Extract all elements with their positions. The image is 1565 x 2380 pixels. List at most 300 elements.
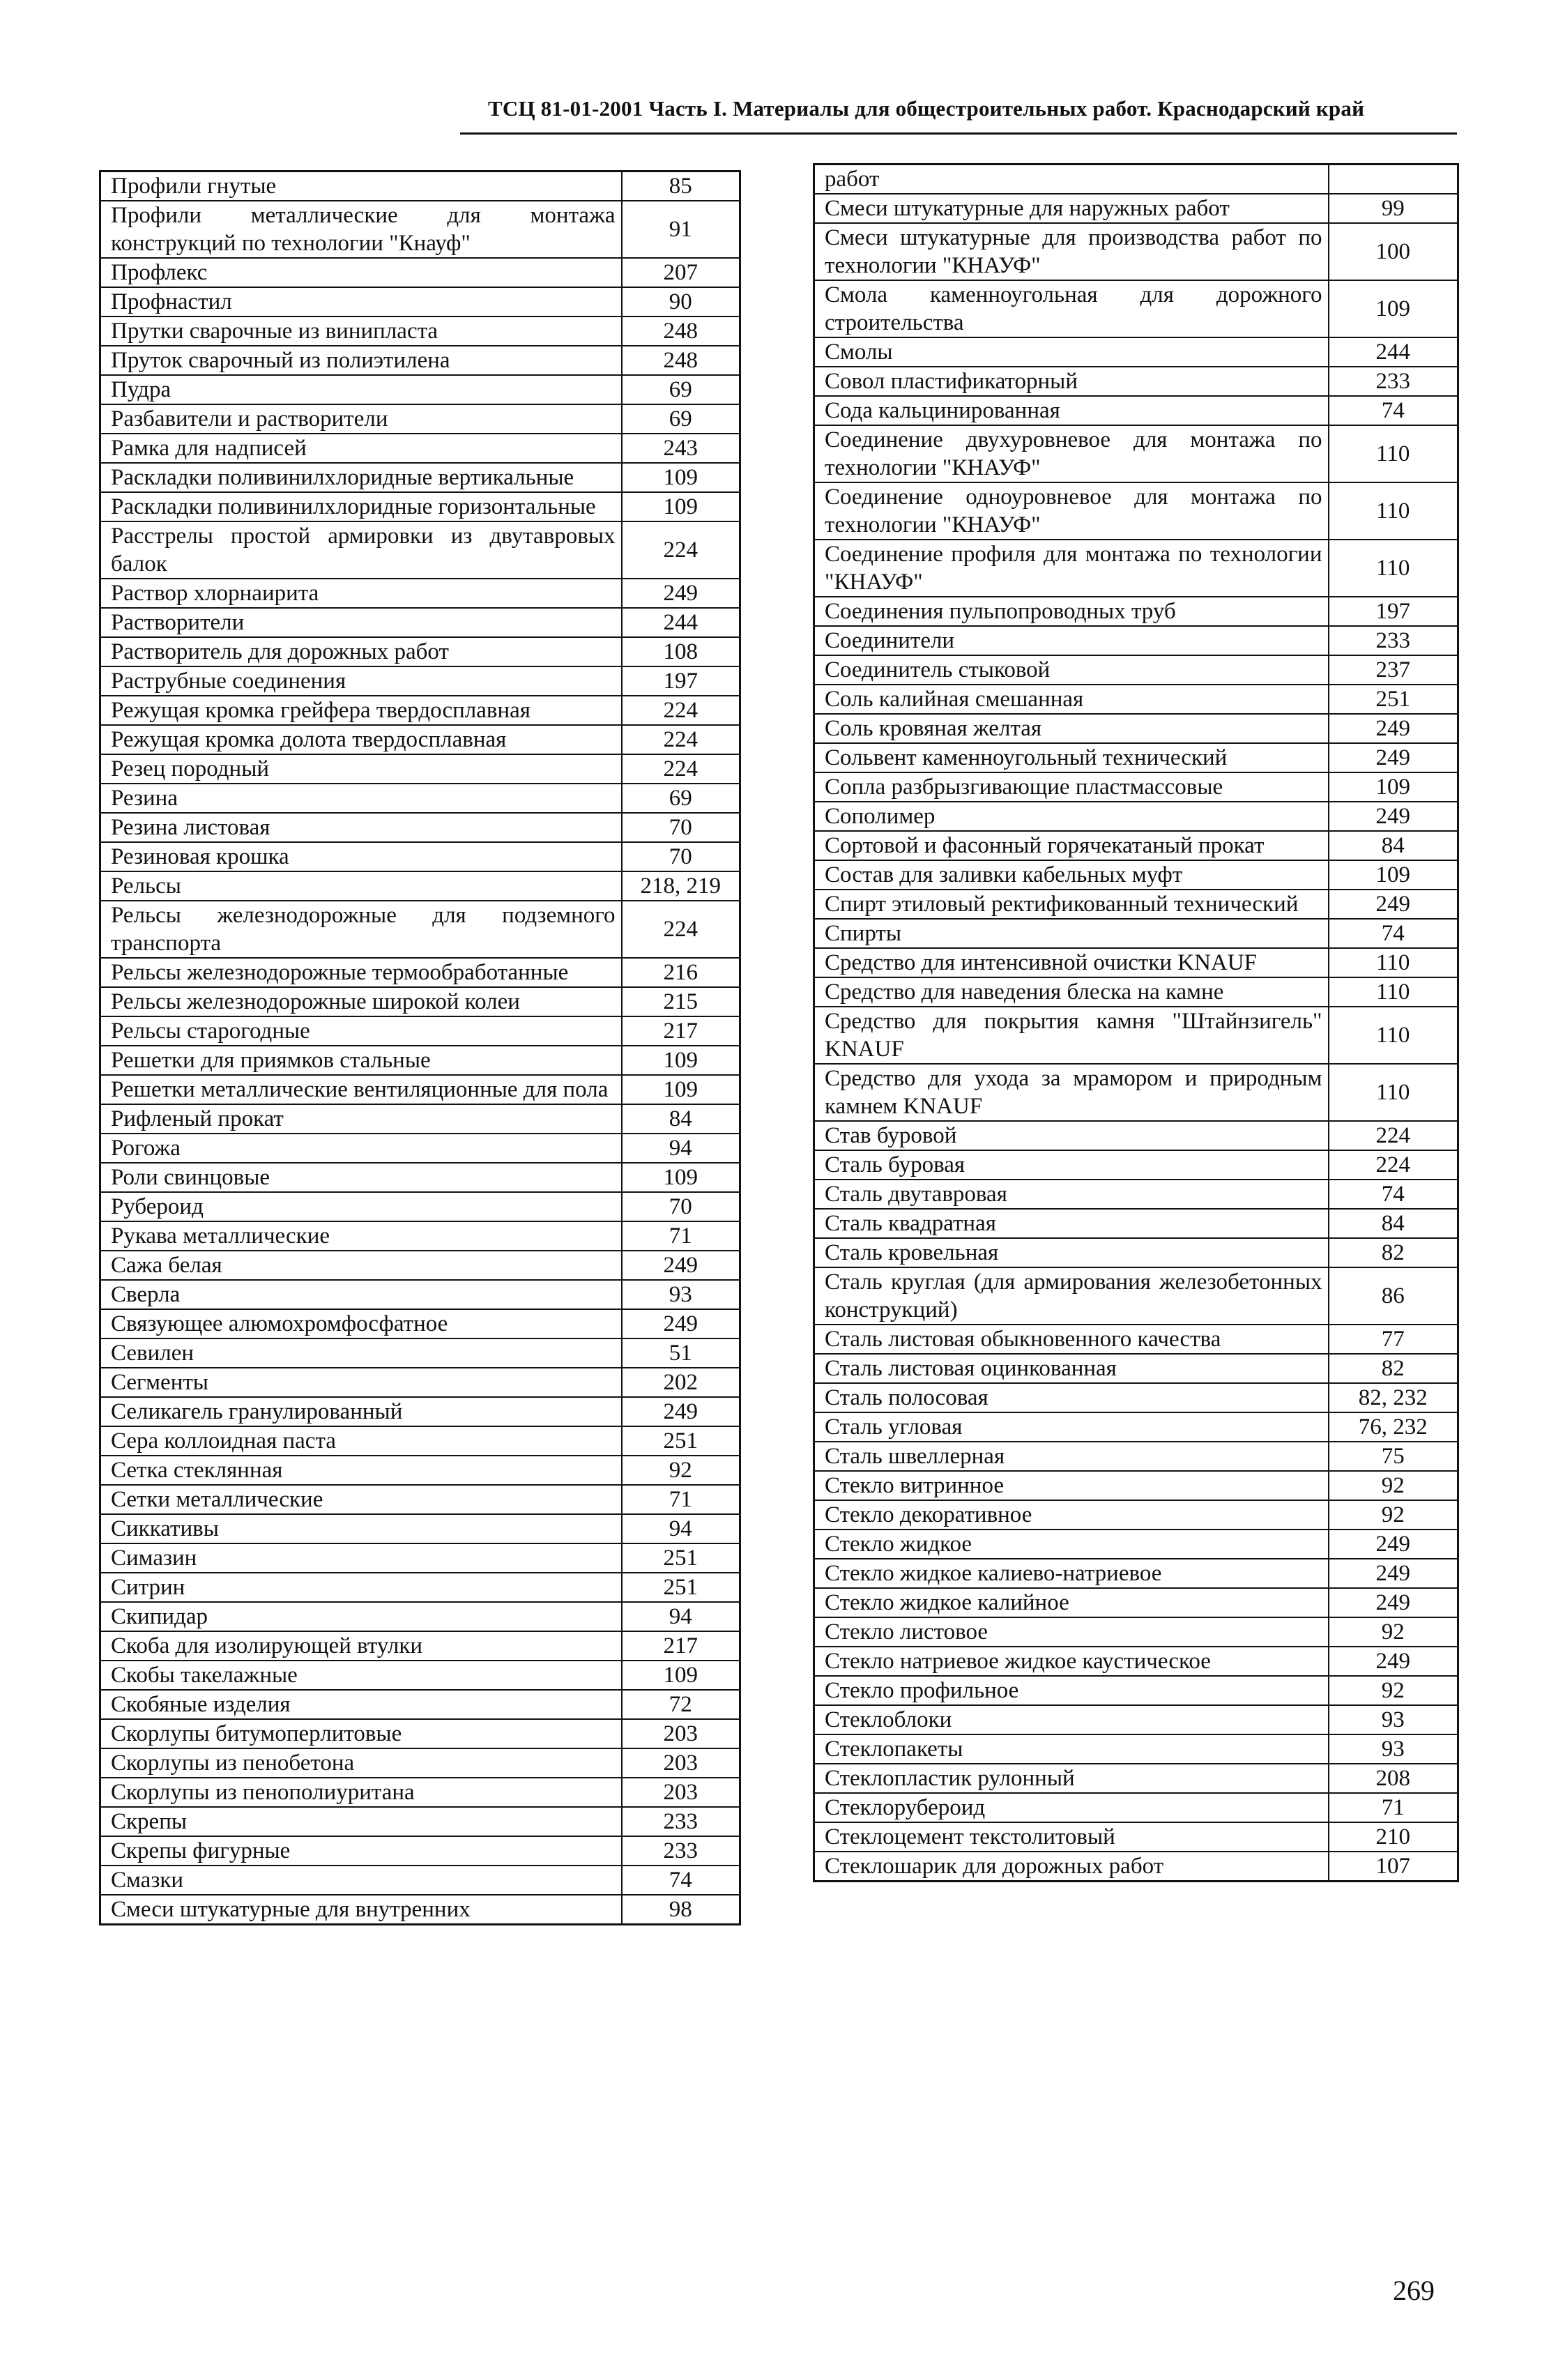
index-row [100, 958, 740, 987]
page-reference: 82, 232 [1329, 1383, 1458, 1412]
page-reference: 233 [1329, 367, 1458, 396]
material-name: Сортовой и фасонный горячекатаный прокат [814, 831, 1329, 860]
index-row [814, 396, 1458, 425]
material-name: Профнастил [100, 287, 622, 316]
material-name: Севилен [100, 1338, 622, 1368]
index-row [814, 1530, 1458, 1559]
page-reference: 244 [1329, 337, 1458, 367]
material-name: Стекло жидкое калийное [814, 1588, 1329, 1617]
page-reference: 249 [1329, 1588, 1458, 1617]
index-row [814, 337, 1458, 367]
index-row [814, 1150, 1458, 1180]
material-name: Сталь буровая [814, 1150, 1329, 1180]
material-name: Рельсы [100, 871, 622, 901]
index-row [100, 1309, 740, 1338]
material-name: Стеклошарик для дорожных работ [814, 1852, 1329, 1882]
material-name: Расстрелы простой армировки из двутавровых балок [100, 521, 622, 579]
material-name: Спирт этиловый ректификованный технический [814, 890, 1329, 919]
material-name: Рельсы железнодорожные для подземного транспорта [100, 901, 622, 958]
material-name: Профлекс [100, 258, 622, 287]
index-row [100, 1426, 740, 1456]
index-row [100, 1338, 740, 1368]
index-row [100, 1836, 740, 1866]
page-reference: 224 [622, 696, 740, 725]
material-name: Смазки [100, 1866, 622, 1895]
material-name: Сопла разбрызгивающие пластмассовые [814, 772, 1329, 802]
page-reference: 215 [622, 987, 740, 1016]
material-name: Режущая кромка грейфера твердосплавная [100, 696, 622, 725]
index-row [814, 1325, 1458, 1354]
page-reference: 248 [622, 316, 740, 346]
index-row [100, 1046, 740, 1075]
material-name: Стекло витринное [814, 1471, 1329, 1500]
page-reference: 217 [622, 1631, 740, 1661]
index-row [814, 626, 1458, 655]
material-name: Став буровой [814, 1121, 1329, 1150]
index-row [100, 521, 740, 579]
page-reference: 243 [622, 434, 740, 463]
page-reference: 237 [1329, 655, 1458, 685]
material-name: Сталь листовая оцинкованная [814, 1354, 1329, 1383]
page-reference: 100 [1329, 223, 1458, 280]
material-name: Средство для покрытия камня "Штайнзигель" KNAUF [814, 1007, 1329, 1064]
page-reference: 90 [622, 287, 740, 316]
index-row [814, 597, 1458, 626]
page-reference: 99 [1329, 194, 1458, 223]
index-row [814, 1064, 1458, 1121]
page-reference: 109 [622, 1163, 740, 1192]
page-reference: 92 [1329, 1617, 1458, 1647]
index-row [100, 725, 740, 754]
material-name: Сера коллоидная паста [100, 1426, 622, 1456]
page-reference: 218, 219 [622, 871, 740, 901]
index-row [100, 754, 740, 784]
material-name: Стеклорубероид [814, 1793, 1329, 1822]
index-row [100, 987, 740, 1016]
material-name: Раскладки поливинилхлоридные горизонтальные [100, 492, 622, 521]
page-reference: 74 [1329, 396, 1458, 425]
page-reference: 84 [622, 1104, 740, 1134]
material-name: Роли свинцовые [100, 1163, 622, 1192]
index-row [814, 223, 1458, 280]
page-reference: 109 [622, 1046, 740, 1075]
material-name: Растворители [100, 608, 622, 637]
page-reference: 110 [1329, 482, 1458, 540]
index-row [100, 316, 740, 346]
index-row [814, 1705, 1458, 1734]
index-row [814, 1588, 1458, 1617]
index-row [814, 655, 1458, 685]
index-row [100, 1807, 740, 1836]
material-name: Смеси штукатурные для производства работ по технологии "КНАУФ" [814, 223, 1329, 280]
page-reference: 208 [1329, 1764, 1458, 1793]
index-row [100, 608, 740, 637]
index-row [814, 1383, 1458, 1412]
page-reference: 109 [1329, 860, 1458, 890]
index-row [100, 404, 740, 434]
index-row [100, 1690, 740, 1719]
index-row [100, 871, 740, 901]
index-row [100, 287, 740, 316]
material-name: Профили гнутые [100, 171, 622, 201]
material-name: Сода кальцинированная [814, 396, 1329, 425]
index-row [100, 258, 740, 287]
page-reference: 248 [622, 346, 740, 375]
index-row [100, 1573, 740, 1602]
index-row [100, 1661, 740, 1690]
index-row [100, 579, 740, 608]
material-name: Стеклоблоки [814, 1705, 1329, 1734]
page-reference: 94 [622, 1602, 740, 1631]
page-reference: 93 [1329, 1734, 1458, 1764]
index-row [814, 194, 1458, 223]
index-row [814, 1412, 1458, 1442]
page-reference: 249 [1329, 1647, 1458, 1676]
page-reference: 249 [622, 579, 740, 608]
index-row [100, 1016, 740, 1046]
page-reference: 71 [622, 1221, 740, 1251]
material-name: Сиккативы [100, 1514, 622, 1543]
material-name: Стеклопластик рулонный [814, 1764, 1329, 1793]
page-reference: 233 [1329, 626, 1458, 655]
index-row [100, 1485, 740, 1514]
index-row [100, 1104, 740, 1134]
index-row [814, 714, 1458, 743]
index-row [100, 813, 740, 842]
material-name: Совол пластификаторный [814, 367, 1329, 396]
material-name: Сверла [100, 1280, 622, 1309]
index-row [814, 772, 1458, 802]
page-reference: 70 [622, 813, 740, 842]
material-name: Средство для наведения блеска на камне [814, 977, 1329, 1007]
page-reference: 251 [1329, 685, 1458, 714]
page-reference: 210 [1329, 1822, 1458, 1852]
material-name: Смолы [814, 337, 1329, 367]
index-row [814, 831, 1458, 860]
page-reference: 197 [1329, 597, 1458, 626]
index-row [100, 463, 740, 492]
material-name: Сталь круглая (для армирования железобетонных конструкций) [814, 1267, 1329, 1325]
material-name: Скобяные изделия [100, 1690, 622, 1719]
index-row [100, 434, 740, 463]
page-reference: 224 [622, 754, 740, 784]
page-reference: 249 [622, 1309, 740, 1338]
material-name: Стекло жидкое [814, 1530, 1329, 1559]
material-name: Профили металлические для монтажа конструкций по технологии "Кнауф" [100, 201, 622, 258]
index-row [814, 919, 1458, 948]
material-name: Рукава металлические [100, 1221, 622, 1251]
material-name: Сталь кровельная [814, 1238, 1329, 1267]
page-reference: 98 [622, 1895, 740, 1925]
index-row [814, 1764, 1458, 1793]
material-name: Соединения пульпопроводных труб [814, 597, 1329, 626]
running-header: ТСЦ 81-01-2001 Часть I. Материалы для общестроительных работ. Краснодарский край [488, 96, 1365, 121]
material-name: Раствор хлорнаирита [100, 579, 622, 608]
index-row [100, 1543, 740, 1573]
page-reference: 249 [1329, 714, 1458, 743]
page-reference: 51 [622, 1338, 740, 1368]
page-reference: 109 [1329, 280, 1458, 337]
page-reference: 76, 232 [1329, 1412, 1458, 1442]
material-name: Режущая кромка долота твердосплавная [100, 725, 622, 754]
material-name: Скрепы фигурные [100, 1836, 622, 1866]
material-name: Сталь листовая обыкновенного качества [814, 1325, 1329, 1354]
material-name: Рифленый прокат [100, 1104, 622, 1134]
material-name: Резина [100, 784, 622, 813]
material-name: Решетки для приямков стальные [100, 1046, 622, 1075]
index-row [814, 977, 1458, 1007]
index-row [814, 802, 1458, 831]
material-name: Рельсы старогодные [100, 1016, 622, 1046]
page-reference: 109 [622, 1075, 740, 1104]
page-reference: 109 [622, 1661, 740, 1690]
index-row [100, 901, 740, 958]
page-reference: 109 [622, 463, 740, 492]
index-row [814, 743, 1458, 772]
material-name: Соль калийная смешанная [814, 685, 1329, 714]
index-row [814, 1238, 1458, 1267]
index-row [814, 482, 1458, 540]
material-name: Сетки металлические [100, 1485, 622, 1514]
material-name: работ [814, 165, 1329, 194]
index-row [100, 492, 740, 521]
index-row [100, 696, 740, 725]
material-name: Сталь швеллерная [814, 1442, 1329, 1471]
page-reference: 70 [622, 842, 740, 871]
material-name: Соединение двухуровневое для монтажа по технологии "КНАУФ" [814, 425, 1329, 482]
page-reference: 207 [622, 258, 740, 287]
page-reference: 202 [622, 1368, 740, 1397]
material-name: Смеси штукатурные для наружных работ [814, 194, 1329, 223]
index-row [100, 1075, 740, 1104]
index-row [814, 685, 1458, 714]
page-reference: 224 [622, 521, 740, 579]
index-row [100, 1895, 740, 1925]
page-reference: 74 [1329, 919, 1458, 948]
material-name: Симазин [100, 1543, 622, 1573]
page-reference: 93 [622, 1280, 740, 1309]
material-name: Пруток сварочный из полиэтилена [100, 346, 622, 375]
index-row [814, 1442, 1458, 1471]
index-row [814, 948, 1458, 977]
page-reference: 249 [1329, 1530, 1458, 1559]
material-name: Скорлупы из пенополиуритана [100, 1778, 622, 1807]
page-reference: 244 [622, 608, 740, 637]
index-row [814, 1734, 1458, 1764]
page-reference: 74 [622, 1866, 740, 1895]
page-reference: 110 [1329, 1007, 1458, 1064]
index-row [100, 1368, 740, 1397]
page-reference: 224 [1329, 1150, 1458, 1180]
page-reference: 249 [1329, 890, 1458, 919]
page-reference: 71 [1329, 1793, 1458, 1822]
page-reference: 224 [622, 725, 740, 754]
material-name: Скобы такелажные [100, 1661, 622, 1690]
material-name: Соединитель стыковой [814, 655, 1329, 685]
material-name: Средство для ухода за мрамором и природным камнем KNAUF [814, 1064, 1329, 1121]
index-row [814, 890, 1458, 919]
page-reference: 75 [1329, 1442, 1458, 1471]
index-row [814, 1647, 1458, 1676]
material-name: Сталь двутавровая [814, 1180, 1329, 1209]
index-row [814, 165, 1458, 194]
material-name: Сажа белая [100, 1251, 622, 1280]
index-row [100, 666, 740, 696]
page-reference: 86 [1329, 1267, 1458, 1325]
material-name: Стеклоцемент текстолитовый [814, 1822, 1329, 1852]
index-row [814, 1852, 1458, 1882]
material-name: Стекло натриевое жидкое каустическое [814, 1647, 1329, 1676]
material-name: Резиновая крошка [100, 842, 622, 871]
material-name: Рельсы железнодорожные термообработанные [100, 958, 622, 987]
index-row [814, 1793, 1458, 1822]
page-reference [1329, 165, 1458, 194]
material-name: Раструбные соединения [100, 666, 622, 696]
material-name: Рогожа [100, 1134, 622, 1163]
index-row [814, 367, 1458, 396]
material-name: Сольвент каменноугольный технический [814, 743, 1329, 772]
page-reference: 84 [1329, 831, 1458, 860]
page-reference: 107 [1329, 1852, 1458, 1882]
material-name: Стеклопакеты [814, 1734, 1329, 1764]
material-name: Сополимер [814, 802, 1329, 831]
index-row [100, 1221, 740, 1251]
page-reference: 203 [622, 1719, 740, 1748]
material-name: Рельсы железнодорожные широкой колеи [100, 987, 622, 1016]
index-row [814, 1676, 1458, 1705]
page-reference: 224 [1329, 1121, 1458, 1150]
material-name: Разбавители и растворители [100, 404, 622, 434]
index-row [100, 1719, 740, 1748]
page-reference: 203 [622, 1778, 740, 1807]
material-name: Резец породный [100, 754, 622, 784]
index-row [814, 1209, 1458, 1238]
header-rule [460, 132, 1457, 135]
page-reference: 74 [1329, 1180, 1458, 1209]
page-reference: 110 [1329, 977, 1458, 1007]
material-name: Стекло жидкое калиево-натриевое [814, 1559, 1329, 1588]
index-row [814, 1471, 1458, 1500]
material-name: Соединение профиля для монтажа по технологии "КНАУФ" [814, 540, 1329, 597]
page-reference: 110 [1329, 948, 1458, 977]
material-name: Решетки металлические вентиляционные для пола [100, 1075, 622, 1104]
page-reference: 110 [1329, 1064, 1458, 1121]
material-name: Соединители [814, 626, 1329, 655]
index-row [814, 280, 1458, 337]
page-reference: 109 [622, 492, 740, 521]
page-reference: 249 [622, 1397, 740, 1426]
index-row [814, 1267, 1458, 1325]
index-row [814, 540, 1458, 597]
material-name: Скрепы [100, 1807, 622, 1836]
index-row [814, 425, 1458, 482]
material-name: Резина листовая [100, 813, 622, 842]
page-reference: 217 [622, 1016, 740, 1046]
page-reference: 92 [622, 1456, 740, 1485]
page-reference: 108 [622, 637, 740, 666]
page-reference: 71 [622, 1485, 740, 1514]
index-row [100, 1456, 740, 1485]
index-row [100, 1280, 740, 1309]
page-reference: 84 [1329, 1209, 1458, 1238]
material-name: Растворитель для дорожных работ [100, 637, 622, 666]
index-row [100, 637, 740, 666]
index-row [100, 1866, 740, 1895]
page-reference: 69 [622, 404, 740, 434]
index-row [100, 375, 740, 404]
index-row [814, 1121, 1458, 1150]
index-row [814, 1559, 1458, 1588]
material-name: Соль кровяная желтая [814, 714, 1329, 743]
index-row [814, 1354, 1458, 1383]
left-index-table [99, 170, 741, 1925]
material-name: Соединение одноуровневое для монтажа по технологии "КНАУФ" [814, 482, 1329, 540]
material-name: Смола каменноугольная для дорожного строительства [814, 280, 1329, 337]
page-reference: 249 [622, 1251, 740, 1280]
index-row [100, 1163, 740, 1192]
page-reference: 249 [1329, 802, 1458, 831]
page-reference: 85 [622, 171, 740, 201]
page-reference: 110 [1329, 540, 1458, 597]
page-reference: 251 [622, 1573, 740, 1602]
material-name: Связующее алюмохромфосфатное [100, 1309, 622, 1338]
index-row [100, 1251, 740, 1280]
index-row [814, 860, 1458, 890]
page-reference: 82 [1329, 1238, 1458, 1267]
material-name: Пудра [100, 375, 622, 404]
material-name: Скоба для изолирующей втулки [100, 1631, 622, 1661]
index-row [100, 1631, 740, 1661]
index-row [814, 1822, 1458, 1852]
index-row [100, 1397, 740, 1426]
index-row [100, 784, 740, 813]
index-row [100, 842, 740, 871]
material-name: Средство для интенсивной очистки KNAUF [814, 948, 1329, 977]
index-row [100, 1134, 740, 1163]
material-name: Стекло декоративное [814, 1500, 1329, 1530]
index-row [100, 1778, 740, 1807]
page-reference: 69 [622, 375, 740, 404]
page-reference: 72 [622, 1690, 740, 1719]
page-reference: 91 [622, 201, 740, 258]
material-name: Стекло листовое [814, 1617, 1329, 1647]
material-name: Сетка стеклянная [100, 1456, 622, 1485]
material-name: Состав для заливки кабельных муфт [814, 860, 1329, 890]
page-reference: 77 [1329, 1325, 1458, 1354]
material-name: Сталь угловая [814, 1412, 1329, 1442]
page-number: 269 [1393, 2275, 1435, 2306]
material-name: Сегменты [100, 1368, 622, 1397]
page-reference: 251 [622, 1426, 740, 1456]
page-reference: 93 [1329, 1705, 1458, 1734]
material-name: Спирты [814, 919, 1329, 948]
index-row [100, 1192, 740, 1221]
material-name: Селикагель гранулированный [100, 1397, 622, 1426]
index-row [100, 171, 740, 201]
index-row [100, 1748, 740, 1778]
material-name: Раскладки поливинилхлоридные вертикальные [100, 463, 622, 492]
page-reference: 197 [622, 666, 740, 696]
right-index-table [813, 163, 1459, 1882]
material-name: Прутки сварочные из винипласта [100, 316, 622, 346]
material-name: Рамка для надписей [100, 434, 622, 463]
page-reference: 92 [1329, 1500, 1458, 1530]
page-reference: 224 [622, 901, 740, 958]
page-reference: 69 [622, 784, 740, 813]
material-name: Скипидар [100, 1602, 622, 1631]
material-name: Скорлупы из пенобетона [100, 1748, 622, 1778]
page-reference: 92 [1329, 1676, 1458, 1705]
